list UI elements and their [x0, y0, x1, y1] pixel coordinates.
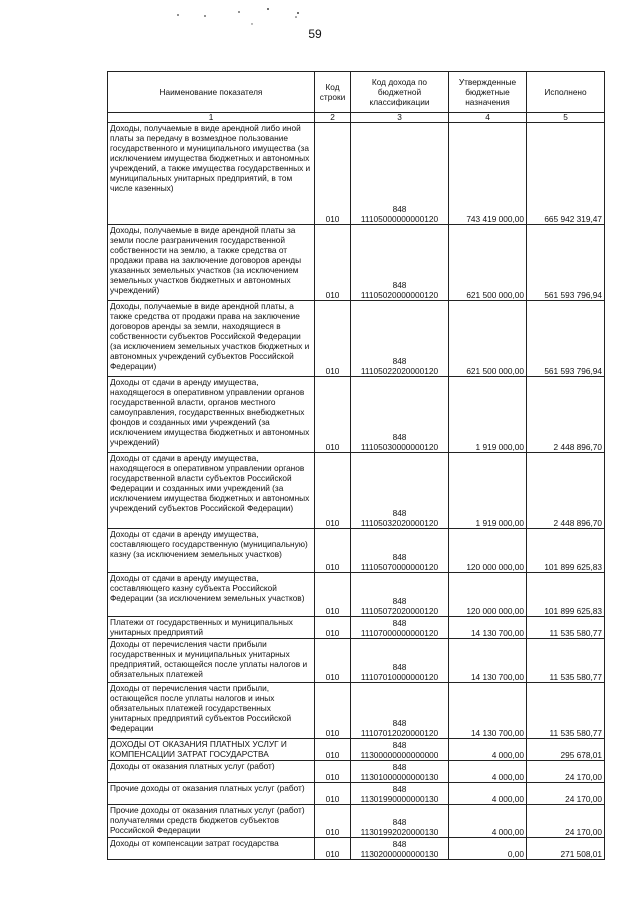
row-approved: 14 130 700,00: [449, 617, 527, 639]
row-name: Доходы от сдачи в аренду имущества, составляющего казну субъекта Российской Федерации (за исключением земельных участков): [108, 573, 315, 617]
row-executed: 2 448 896,70: [527, 453, 605, 529]
row-income-code: 848 11301992020000130: [351, 805, 449, 838]
table-row: [108, 783, 605, 805]
row-line-code: 010: [315, 573, 351, 617]
row-income-code: 848 11107000000000120: [351, 617, 449, 639]
row-approved: 120 000 000,00: [449, 573, 527, 617]
table-row: [108, 529, 605, 573]
column-number-row: [108, 113, 605, 123]
row-executed: 101 899 625,83: [527, 573, 605, 617]
row-executed: 561 593 796,94: [527, 225, 605, 301]
column-number: 3: [351, 113, 449, 123]
table-row: [108, 573, 605, 617]
row-income-code: 848 11107010000000120: [351, 639, 449, 683]
row-name: Доходы от сдачи в аренду имущества, составляющего государственную (муниципальную) казну (за исключением земельных участков): [108, 529, 315, 573]
table-row: [108, 225, 605, 301]
row-line-code: 010: [315, 683, 351, 739]
row-line-code: 010: [315, 761, 351, 783]
row-name: Платежи от государственных и муниципальных унитарных предприятий: [108, 617, 315, 639]
header-executed: Исполнено: [527, 72, 605, 113]
row-executed: 295 678,01: [527, 739, 605, 761]
budget-report-table: [107, 71, 605, 860]
row-executed: 11 535 580,77: [527, 639, 605, 683]
row-line-code: 010: [315, 225, 351, 301]
row-approved: 4 000,00: [449, 805, 527, 838]
row-executed: 11 535 580,77: [527, 683, 605, 739]
row-line-code: 010: [315, 639, 351, 683]
row-executed: 24 170,00: [527, 805, 605, 838]
column-number: 4: [449, 113, 527, 123]
row-name: Доходы, получаемые в виде арендной либо иной платы за передачу в возмездное пользование государственного и муниципального имущества (за исключением имущества бюджетных и автономных учреждений, а также имущества государственных и муниципальных унитарных предприятий, в том числе казенных): [108, 123, 315, 225]
row-income-code: 848 11107012020000120: [351, 683, 449, 739]
table-row: [108, 301, 605, 377]
row-income-code: 848 11105030000000120: [351, 377, 449, 453]
header-income-code: Код дохода по бюджетной классификации: [351, 72, 449, 113]
row-executed: 24 170,00: [527, 761, 605, 783]
row-income-code: 848 11105072020000120: [351, 573, 449, 617]
table-row: [108, 123, 605, 225]
table-row: [108, 617, 605, 639]
row-income-code: 848 11105070000000120: [351, 529, 449, 573]
row-line-code: 010: [315, 838, 351, 860]
table-row: [108, 377, 605, 453]
row-line-code: 010: [315, 377, 351, 453]
header-name: Наименование показателя: [108, 72, 315, 113]
row-approved: 743 419 000,00: [449, 123, 527, 225]
row-line-code: 010: [315, 529, 351, 573]
row-approved: 621 500 000,00: [449, 225, 527, 301]
table-row: [108, 683, 605, 739]
row-income-code: 848 11301990000000130: [351, 783, 449, 805]
row-name: Доходы от оказания платных услуг (работ): [108, 761, 315, 783]
row-name: Доходы от компенсации затрат государства: [108, 838, 315, 860]
column-number: 5: [527, 113, 605, 123]
row-name: Доходы от перечисления части прибыли, остающейся после уплаты налогов и иных обязательных платежей государственных унитарных предприятий субъектов Российской Федерации: [108, 683, 315, 739]
row-name: Доходы, получаемые в виде арендной платы за земли после разграничения государственной собственности на землю, а также средства от продажи права на заключение договоров аренды указанных земельных участков (за исключением земельных участков бюджетных и автономных учреждений): [108, 225, 315, 301]
column-number: 2: [315, 113, 351, 123]
row-approved: 1 919 000,00: [449, 377, 527, 453]
row-income-code: 848 11105032020000120: [351, 453, 449, 529]
row-name: Прочие доходы от оказания платных услуг (работ) получателями средств бюджетов субъектов Российской Федерации: [108, 805, 315, 838]
row-income-code: 848 11301000000000130: [351, 761, 449, 783]
row-executed: 271 508,01: [527, 838, 605, 860]
row-approved: 14 130 700,00: [449, 683, 527, 739]
table-row: [108, 805, 605, 838]
row-approved: 0,00: [449, 838, 527, 860]
row-executed: 24 170,00: [527, 783, 605, 805]
row-line-code: 010: [315, 453, 351, 529]
row-name: Доходы от сдачи в аренду имущества, находящегося в оперативном управлении органов государственной власти, органов местного самоуправления, государственных внебюджетных фондов и созданных ими учреждений (за исключением имущества бюджетных и автономных учреждений): [108, 377, 315, 453]
row-name: Прочие доходы от оказания платных услуг (работ): [108, 783, 315, 805]
row-executed: 561 593 796,94: [527, 301, 605, 377]
row-executed: 11 535 580,77: [527, 617, 605, 639]
row-income-code: 848 11105020000000120: [351, 225, 449, 301]
row-approved: 4 000,00: [449, 783, 527, 805]
row-name: ДОХОДЫ ОТ ОКАЗАНИЯ ПЛАТНЫХ УСЛУГ И КОМПЕНСАЦИИ ЗАТРАТ ГОСУДАРСТВА: [108, 739, 315, 761]
scan-specks: [0, 0, 630, 30]
row-income-code: 848 11300000000000000: [351, 739, 449, 761]
row-line-code: 010: [315, 123, 351, 225]
table-row: [108, 761, 605, 783]
row-income-code: 848 11105000000000120: [351, 123, 449, 225]
row-line-code: 010: [315, 783, 351, 805]
row-name: Доходы, получаемые в виде арендной платы, а также средства от продажи права на заключение договоров аренды за земли, находящиеся в собственности субъектов Российской Федерации (за исключением земельных участков бюджетных и автономных учреждений субъектов Российской Федерации): [108, 301, 315, 377]
row-approved: 120 000 000,00: [449, 529, 527, 573]
header-line-code: Код строки: [315, 72, 351, 113]
row-executed: 665 942 319,47: [527, 123, 605, 225]
row-approved: 14 130 700,00: [449, 639, 527, 683]
row-approved: 621 500 000,00: [449, 301, 527, 377]
row-income-code: 848 11105022020000120: [351, 301, 449, 377]
row-executed: 101 899 625,83: [527, 529, 605, 573]
row-line-code: 010: [315, 739, 351, 761]
table-row: [108, 453, 605, 529]
table-row: [108, 739, 605, 761]
row-line-code: 010: [315, 805, 351, 838]
row-approved: 4 000,00: [449, 761, 527, 783]
row-income-code: 848 11302000000000130: [351, 838, 449, 860]
header-approved: Утвержденные бюджетные назначения: [449, 72, 527, 113]
row-line-code: 010: [315, 301, 351, 377]
row-approved: 4 000,00: [449, 739, 527, 761]
header-row: [108, 72, 605, 113]
table-row: [108, 838, 605, 860]
row-name: Доходы от сдачи в аренду имущества, находящегося в оперативном управлении органов государственной власти субъектов Российской Федерации и созданных ими учреждений (за исключением имущества бюджетных и автономных учреждений субъектов Российской Федерации): [108, 453, 315, 529]
table-row: [108, 639, 605, 683]
page-number: 59: [308, 27, 322, 41]
row-approved: 1 919 000,00: [449, 453, 527, 529]
column-number: 1: [108, 113, 315, 123]
row-line-code: 010: [315, 617, 351, 639]
row-name: Доходы от перечисления части прибыли государственных и муниципальных унитарных предприятий, остающейся после уплаты налогов и обязательных платежей: [108, 639, 315, 683]
row-executed: 2 448 896,70: [527, 377, 605, 453]
